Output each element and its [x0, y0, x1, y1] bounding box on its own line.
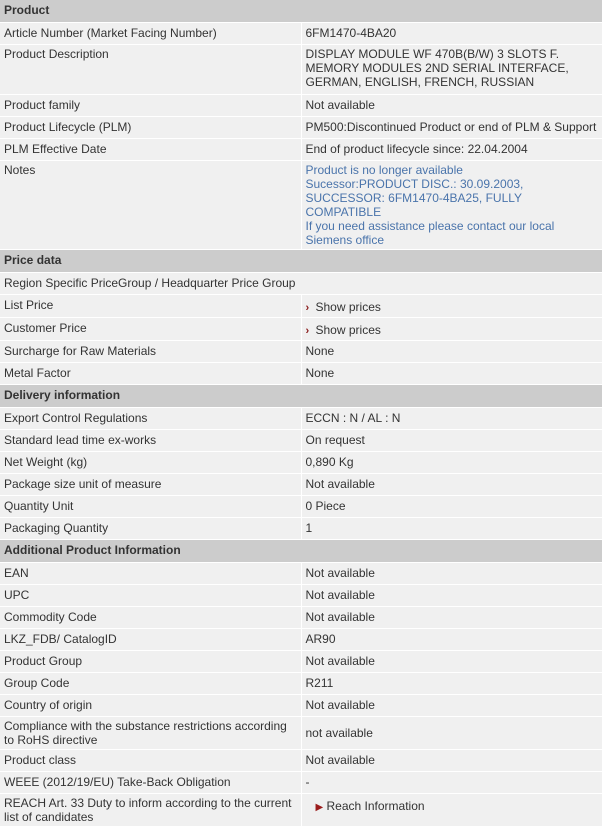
row-label: PLM Effective Date: [0, 139, 301, 161]
row-value: Not available: [301, 95, 602, 117]
row-label: List Price: [0, 295, 301, 318]
section-header-price: [0, 250, 602, 273]
row-label: WEEE (2012/19/EU) Take-Back Obligation: [0, 772, 301, 794]
row-label: Customer Price: [0, 318, 301, 341]
description-line: GERMAN, ENGLISH, FRENCH, RUSSIAN: [305, 75, 535, 89]
row-label: Notes: [0, 161, 301, 250]
link-label: Show prices: [315, 300, 381, 314]
table-row-export-control: [0, 408, 602, 430]
row-value: [301, 295, 602, 318]
table-row-packaging-quantity: [0, 518, 602, 540]
table-row-rohs: [0, 717, 602, 750]
row-label: Product Lifecycle (PLM): [0, 117, 301, 139]
table-row-group-code: [0, 673, 602, 695]
table-row-commodity-code: [0, 607, 602, 629]
row-label: Package size unit of measure: [0, 474, 301, 496]
table-row-region-price-group: [0, 273, 602, 295]
label-line: Compliance with the substance restrictions according: [4, 719, 287, 733]
row-value: None: [301, 363, 602, 385]
label-line: REACH Art. 33 Duty to inform according to the current: [4, 796, 292, 810]
row-label: Packaging Quantity: [0, 518, 301, 540]
table-row-ean: [0, 563, 602, 585]
row-value: [301, 318, 602, 341]
row-label: Country of origin: [0, 695, 301, 717]
row-label: [0, 794, 301, 827]
row-value: -: [301, 772, 602, 794]
row-label: Region Specific PriceGroup / Headquarter Price Group: [0, 273, 602, 295]
description-line: DISPLAY MODULE WF 470B(B/W) 3 SLOTS F.: [305, 47, 560, 61]
section-header-additional: [0, 540, 602, 563]
row-label: Group Code: [0, 673, 301, 695]
table-row-weee: [0, 772, 602, 794]
table-row-net-weight: [0, 452, 602, 474]
notes-line: Product is no longer available: [305, 163, 463, 177]
table-row-country-of-origin: [0, 695, 602, 717]
notes-line: If you need assistance please contact our local: [305, 219, 555, 233]
link-label: Reach Information: [326, 799, 425, 813]
row-label: Product family: [0, 95, 301, 117]
table-row-reach: [0, 794, 602, 827]
section-title: Price data: [0, 250, 602, 273]
table-row-article-number: [0, 23, 602, 45]
triangle-right-icon: ▶: [315, 802, 324, 813]
table-row-package-size: [0, 474, 602, 496]
table-row-upc: [0, 585, 602, 607]
row-label: Quantity Unit: [0, 496, 301, 518]
notes-value: [301, 161, 602, 250]
table-row-product-description: [0, 45, 602, 95]
table-row-catalog-id: [0, 629, 602, 651]
row-value: not available: [301, 717, 602, 750]
table-row-product-family: [0, 95, 602, 117]
table-row-lifecycle: [0, 117, 602, 139]
table-row-product-class: [0, 750, 602, 772]
notes-line: SUCCESSOR: 6FM1470-4BA25, FULLY: [305, 191, 523, 205]
row-label: Product class: [0, 750, 301, 772]
row-value: Not available: [301, 563, 602, 585]
row-value: [301, 794, 602, 827]
notes-line: Sucessor:PRODUCT DISC.: 30.09.2003,: [305, 177, 524, 191]
description-line: MEMORY MODULES 2ND SERIAL INTERFACE,: [305, 61, 569, 75]
table-row-product-group: [0, 651, 602, 673]
row-value: 0,890 Kg: [301, 452, 602, 474]
row-label: EAN: [0, 563, 301, 585]
row-value: AR90: [301, 629, 602, 651]
row-value: 1: [301, 518, 602, 540]
row-label: Commodity Code: [0, 607, 301, 629]
row-label: Product Description: [0, 45, 301, 95]
row-label: LKZ_FDB/ CatalogID: [0, 629, 301, 651]
row-value: Not available: [301, 474, 602, 496]
row-value: On request: [301, 430, 602, 452]
row-value: 6FM1470-4BA20: [301, 23, 602, 45]
section-header-product: [0, 0, 602, 23]
section-title: Additional Product Information: [0, 540, 602, 563]
table-row-notes: [0, 161, 602, 250]
row-value: Not available: [301, 607, 602, 629]
show-prices-link[interactable]: [306, 300, 381, 314]
label-line: list of candidates: [4, 810, 94, 824]
section-header-delivery: [0, 385, 602, 408]
row-value: PM500:Discontinued Product or end of PLM & Support: [301, 117, 602, 139]
row-value: Not available: [301, 585, 602, 607]
row-value: Not available: [301, 651, 602, 673]
row-label: Article Number (Market Facing Number): [0, 23, 301, 45]
row-label: Net Weight (kg): [0, 452, 301, 474]
notes-line: Siemens office: [305, 233, 384, 247]
link-label: Show prices: [315, 323, 381, 337]
notes-line: COMPATIBLE: [305, 205, 382, 219]
row-value: R211: [301, 673, 602, 695]
table-row-list-price: [0, 295, 602, 318]
row-label: Standard lead time ex-works: [0, 430, 301, 452]
row-value: Not available: [301, 695, 602, 717]
row-value: 0 Piece: [301, 496, 602, 518]
chevron-right-icon: ›: [305, 325, 310, 337]
table-row-plm-date: [0, 139, 602, 161]
chevron-right-icon: ›: [305, 302, 310, 314]
row-label: Metal Factor: [0, 363, 301, 385]
row-value: None: [301, 341, 602, 363]
table-row-lead-time: [0, 430, 602, 452]
table-row-surcharge: [0, 341, 602, 363]
row-value: ECCN : N / AL : N: [301, 408, 602, 430]
row-label: UPC: [0, 585, 301, 607]
section-title: Delivery information: [0, 385, 602, 408]
row-label: Product Group: [0, 651, 301, 673]
row-label: [0, 717, 301, 750]
table-row-metal-factor: [0, 363, 602, 385]
row-value: End of product lifecycle since: 22.04.2004: [301, 139, 602, 161]
row-value: Not available: [301, 750, 602, 772]
table-row-customer-price: [0, 318, 602, 341]
row-label: Export Control Regulations: [0, 408, 301, 430]
table-row-quantity-unit: [0, 496, 602, 518]
show-prices-link[interactable]: [306, 323, 381, 337]
row-value: [301, 45, 602, 95]
row-label: Surcharge for Raw Materials: [0, 341, 301, 363]
section-title: Product: [0, 0, 602, 23]
label-line: to RoHS directive: [4, 733, 98, 747]
reach-information-link[interactable]: [316, 799, 425, 813]
